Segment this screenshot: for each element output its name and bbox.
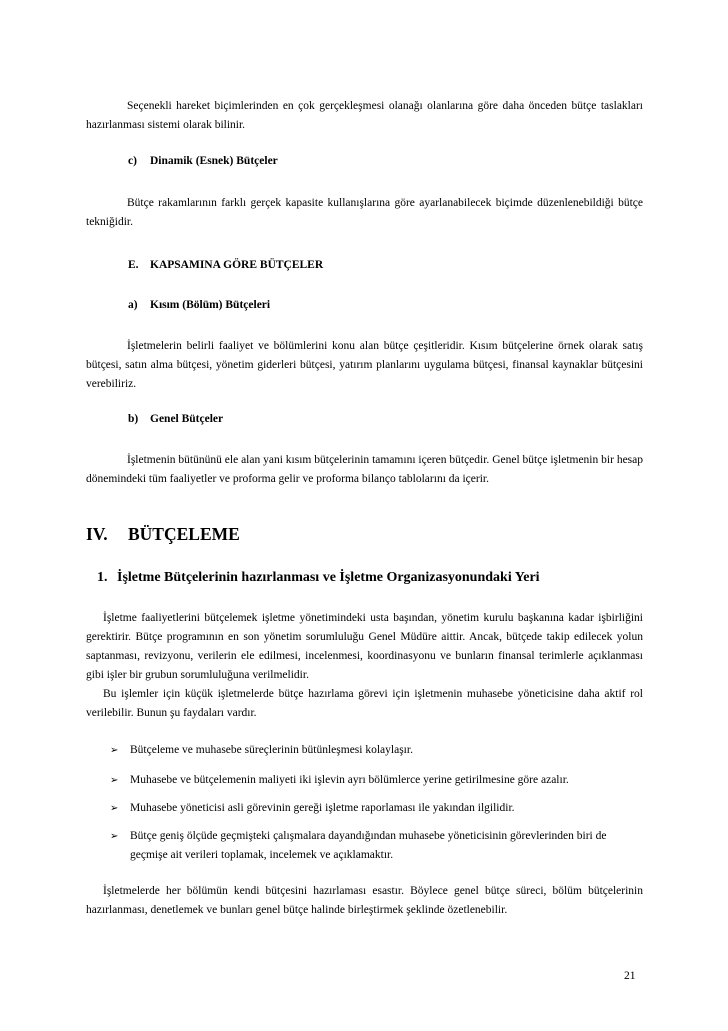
bullet-text: Muhasebe ve bütçelemenin maliyeti iki işlevin ayrı bölümlerce yerine getirilmesine göre azalır. [130,774,569,786]
section-heading-butceleme [86,523,240,545]
bullet-item [110,741,643,760]
arrow-bullet-icon: ➢ [110,745,119,756]
paragraph-kisim: İşletmelerin belirli faaliyet ve bölümlerini konu alan bütçe çeşitleridir. Kısım bütçelerine örnek olarak satış bütçesi, satın alma bütçesi, yönetim giderleri bütçesi, yatırım planlarını uygulama bütçesi, finansal kaynaklar bütçesini verebiliriz. [86,340,643,390]
bullet-item [110,771,643,790]
paragraph-bu-islemler: Bu işlemler için küçük işletmelerde bütçe hazırlama görevi için işletmenin muhasebe yöneticisine daha aktif rol verilebilir. Bunun şu faydaları vardır. [86,688,643,719]
page-number: 21 [624,970,636,982]
subsection-number: 1. [97,570,108,585]
heading-label: c) [128,155,137,167]
heading-kapsamina-gore [128,256,323,275]
paragraph-isletmelerde: İşletmelerde her bölümün kendi bütçesini hazırlaması esastır. Böylece genel bütçe süreci, bölüm bütçelerinin hazırlanması, denetlemek ve bunları genel bütçe halinde birleştirmek şeklinde özetlenebilir. [86,885,643,916]
section-title: BÜTÇELEME [128,524,240,544]
bullet-item [110,799,643,818]
heading-genel-butceler [128,410,223,429]
paragraph-dinamik: Bütçe rakamlarının farklı gerçek kapasite kullanışlarına göre ayarlanabilecek biçimde düzenlenebildiği bütçe tekniğidir. [86,197,643,228]
heading-label: a) [128,299,138,311]
subsection-title: İşletme Bütçelerinin hazırlanması ve İşletme Organizasyonundaki Yeri [117,570,540,585]
arrow-bullet-icon: ➢ [110,803,119,814]
arrow-bullet-icon: ➢ [110,775,119,786]
paragraph-isletme-faaliyetleri: İşletme faaliyetlerini bütçelemek işletme yönetimindeki usta başından, yönetim kurulu başkanına kadar işbirliğini gerektirir. Bütçe programının en son yönetim sorumluluğu Genel Müdüre aittir. Ancak, bütçede takip edilecek yolun saptanması, revizyonu, verilerin ele edilmesi, incelenmesi, koordinasyonu ve bunların finansal terimlerle açıklanması gibi işler bir grubun sorumluluğuna verilmelidir. [86,612,643,681]
arrow-bullet-icon: ➢ [110,831,119,842]
heading-title: Kısım (Bölüm) Bütçeleri [150,299,271,311]
heading-title: Genel Bütçeler [150,413,224,425]
heading-label: E. [128,259,139,271]
paragraph-genel: İşletmenin bütününü ele alan yani kısım bütçelerinin tamamını içeren bütçedir. Genel bütçe işletmenin bir hesap dönemindeki tüm faaliyetler ve proforma gelir ve proforma bilanço tablolarını da içerir. [86,454,643,485]
bullet-text: Bütçe geniş ölçüde geçmişteki çalışmalara dayandığından muhasebe yöneticisinin görevlerinden biri de geçmişe ait verileri toplamak, incelemek ve açıklamaktır. [130,830,607,861]
heading-dinamik-butceler [128,152,278,171]
paragraph-secenekli: Seçenekli hareket biçimlerinden en çok gerçekleşmesi olanağı olanlarına göre daha önceden bütçe taslakları hazırlanması sistemi olarak bilinir. [86,100,643,131]
heading-title: KAPSAMINA GÖRE BÜTÇELER [150,259,324,271]
subsection-heading [97,568,540,588]
section-number: IV. [86,524,108,544]
heading-title: Dinamik (Esnek) Bütçeler [150,155,278,167]
heading-label: b) [128,413,139,425]
heading-kisim-butceleri [128,296,270,315]
bullet-item [110,827,643,865]
bullet-text: Muhasebe yöneticisi asli görevinin gereği işletme raporlaması ile yakından ilgilidir. [130,802,515,814]
bullet-text: Bütçeleme ve muhasebe süreçlerinin bütünleşmesi kolaylaşır. [130,744,413,756]
